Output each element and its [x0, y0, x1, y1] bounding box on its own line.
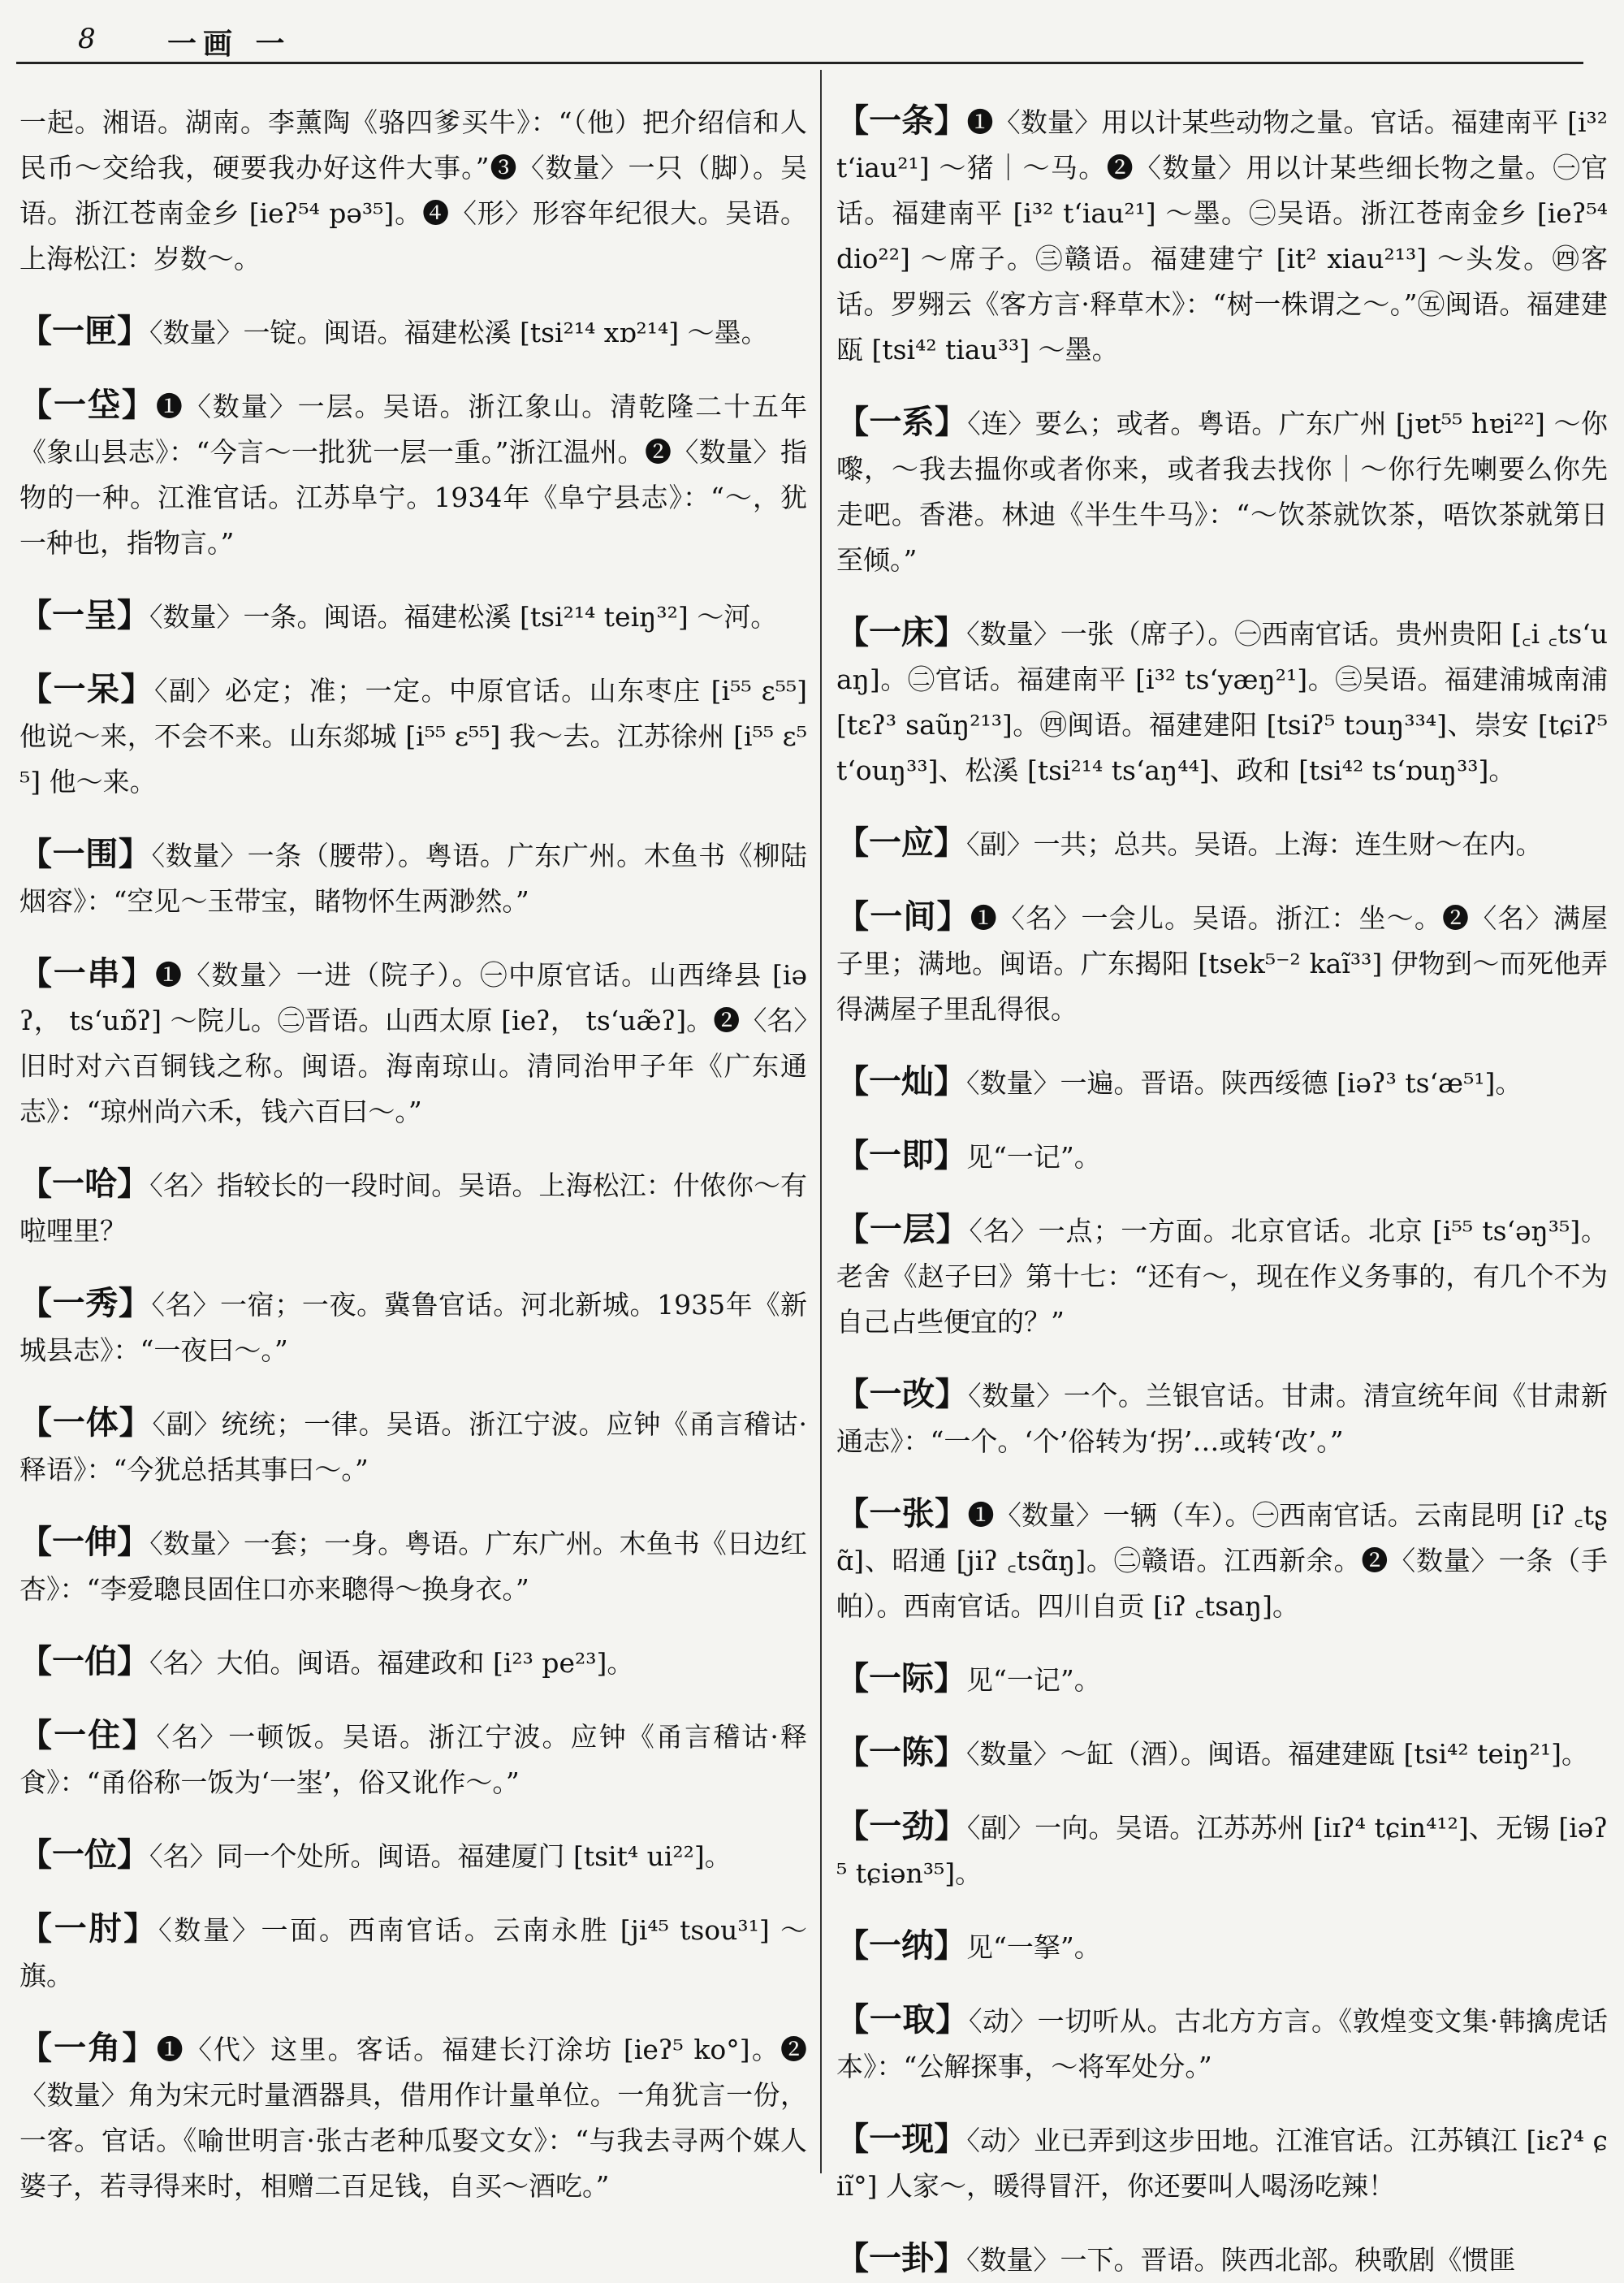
dictionary-entry [836, 1804, 1608, 1896]
entry-headword: 【一改】 [836, 1375, 969, 1413]
entry-body: 见“一记”。 [966, 1664, 1101, 1696]
dictionary-entry [19, 2026, 807, 2209]
left-column [19, 71, 808, 2202]
dictionary-entry [19, 1832, 807, 1879]
entry-body: 〈连〉要么；或者。粤语。广东广州 [jɐt⁵⁵ hɐi²²] ～你嚟，～我去揾你或者你来，或者我去找你｜～你行先喇要么你先走吧。香港。林迪《半生牛马》：“～饮茶就饮茶，唔饮茶就第日至倾。” [836, 408, 1608, 576]
entry-headword: 【一位】 [19, 1835, 149, 1874]
dictionary-entry [836, 1133, 1608, 1180]
running-head: 一画 一 [167, 27, 292, 61]
entry-body: ❶〈数量〉一进（院子）。㊀中原官话。山西绛县 [iəʔ， tsʻuɒ̃ʔ] ～院儿。㊁晋语。山西太原 [ieʔ， tsʻuæ̃ʔ]。❷〈名〉旧时对六百铜钱之称。闽语。海南琼山。清同治甲子年《广东通志》：“琼州尚六禾，钱六百曰～。” [19, 959, 808, 1127]
dictionary-entry [19, 1400, 807, 1493]
dictionary-entry [836, 894, 1608, 1032]
dictionary-entry [19, 667, 807, 805]
entry-body: 〈名〉同一个处所。闽语。福建厦门 [tsit⁴ ui²²]。 [149, 1840, 732, 1872]
dictionary-entry [19, 98, 807, 282]
entry-body: ❶〈数量〉用以计某些动物之量。官话。福建南平 [i³² tʻiau²¹] ～猪｜～马。❷〈数量〉用以计某些细长物之量。㊀官话。福建南平 [i³² tʻiau²¹] ～墨。㊁吴语。浙江苍南金乡 [ieʔ⁵⁴ dio²²] ～席子。㊂赣语。福建建宁 [it² xiau²¹³] ～头发。㊃客话。罗翙云《客方言·释草木》：“树一株谓之～。”㊄闽语。福建建瓯 [tsi⁴² tiau³³] ～墨。 [836, 106, 1608, 365]
entry-headword: 【一伯】 [19, 1642, 149, 1680]
entry-headword: 【一即】 [836, 1136, 966, 1174]
entry-headword: 【一张】 [836, 1494, 968, 1533]
entry-body: ❶〈数量〉一辆（车）。㊀西南官话。云南昆明 [iʔ ꜀tʂɑ̃]、昭通 [jiʔ ꜀tsɑ̃ŋ]。㊁赣语。江西新余。❷〈数量〉一条（手帕）。西南官话。四川自贡 [iʔ ꜀tsaŋ]。 [836, 1499, 1609, 1622]
dictionary-entry [836, 1656, 1608, 1703]
entry-headword: 【一垈】 [19, 386, 156, 424]
dictionary-entry [836, 820, 1608, 867]
dictionary-entry [19, 951, 807, 1135]
dictionary-entry [19, 1281, 807, 1373]
entry-headword: 【一条】 [836, 102, 967, 140]
entry-body: ❶〈数量〉一层。吴语。浙江象山。清乾隆二十五年《象山县志》：“今言～一批犹一层一重。”浙江温州。❷〈数量〉指物的一种。江淮官话。江苏阜宁。1934年《阜宁县志》：“～，犹一种也，指物言。” [19, 391, 808, 559]
entry-headword: 【一际】 [836, 1659, 966, 1697]
dictionary-entry [19, 383, 807, 566]
dictionary-entry [836, 1491, 1608, 1629]
entry-headword: 【一纳】 [836, 1926, 966, 1965]
entry-headword: 【一现】 [836, 2120, 967, 2158]
page-number: 8 [78, 23, 96, 55]
entry-body: 〈数量〉一下。晋语。陕西北部。秧歌剧《惯匪 [966, 2244, 1516, 2276]
entry-body: 〈数量〉一面。西南官话。云南永胜 [ji⁴⁵ tsou³¹] ～旗。 [19, 1914, 807, 1991]
page-header [78, 15, 1605, 60]
header-rule [16, 62, 1583, 64]
entry-headword: 【一卦】 [836, 2239, 966, 2277]
dictionary-entry [836, 1923, 1608, 1970]
entry-headword: 【一灿】 [836, 1062, 966, 1100]
entry-body: 〈名〉一顿饭。吴语。浙江宁波。应钟《甬言稽诂·释食》：“甬俗称一饭为‘一埊’，俗又讹作～。” [19, 1721, 807, 1798]
entry-headword: 【一呆】 [19, 670, 155, 708]
entry-headword: 【一串】 [19, 954, 155, 992]
dictionary-entry [836, 2236, 1608, 2283]
entry-headword: 【一住】 [19, 1716, 157, 1754]
dictionary-entry [19, 1161, 807, 1254]
entry-headword: 【一伸】 [19, 1523, 150, 1561]
dictionary-entry [19, 1520, 807, 1612]
dictionary-entry [19, 593, 807, 640]
entry-headword: 【一陈】 [836, 1733, 966, 1771]
right-column [836, 71, 1609, 2277]
entry-body: 〈数量〉一条。闽语。福建松溪 [tsi²¹⁴ teiŋ³²] ～河。 [149, 601, 778, 633]
entry-body: 〈副〉一共；总共。吴语。上海：连生财～在内。 [966, 828, 1543, 860]
entry-headword: 【一间】 [836, 897, 970, 936]
dictionary-entry [836, 98, 1608, 373]
entry-body: ❶〈名〉一会儿。吴语。浙江：坐～。❷〈名〉满屋子里；满地。闽语。广东揭阳 [tsek⁵⁻² kaĩ³³] 伊物到～而死他弄得满屋子里乱得很。 [836, 902, 1609, 1025]
dictionary-entry [19, 309, 807, 356]
entry-body: 见“一拏”。 [966, 1931, 1101, 1963]
entry-body: 〈数量〉一套；一身。粤语。广东广州。木鱼书《日边红杏》：“李爱聰艮固住口亦来聰得～换身衣。” [19, 1528, 808, 1605]
entry-body: 〈名〉一宿；一夜。冀鲁官话。河北新城。1935年《新城县志》：“一夜曰～。” [19, 1289, 808, 1366]
entry-headword: 【一哈】 [19, 1165, 150, 1203]
entry-body: 〈数量〉一遍。晋语。陕西绥德 [iəʔ³ tsʻæ⁵¹]。 [966, 1067, 1522, 1099]
entry-body: 〈数量〉一张（席子）。㊀西南官话。贵州贵阳 [꜀i ꜀tsʻuaŋ]。㊁官话。福建南平 [i³² tsʻyæŋ²¹]。㊂吴语。福建浦城南浦 [tɛʔ³ saũŋ²¹³]。㊃闽语。福建建阳 [tsiʔ⁵ tɔuŋ³³⁴]、崇安 [tɕiʔ⁵ tʻouŋ³³]、松溪 [tsi²¹⁴ tsʻaŋ⁴⁴]、政和 [tsi⁴² tsʻɒuŋ³³]。 [836, 618, 1609, 786]
dictionary-entry [836, 1059, 1608, 1106]
entry-body: 〈副〉统统；一律。吴语。浙江宁波。应钟《甬言稽诂·释语》：“今犹总括其事曰～。” [19, 1408, 807, 1485]
dictionary-entry [836, 1730, 1608, 1777]
entry-body: 〈动〉一切听从。古北方方言。《敦煌变文集·韩擒虎话本》：“公解探事，～将军处分。” [836, 2005, 1608, 2082]
dictionary-entry [836, 610, 1608, 793]
entry-headword: 【一呈】 [19, 596, 149, 634]
entry-headword: 【一肘】 [19, 1909, 158, 1948]
dictionary-entry [836, 1997, 1608, 2090]
entry-body: 〈数量〉～缸（酒）。闽语。福建建瓯 [tsi⁴² teiŋ²¹]。 [966, 1738, 1588, 1770]
dictionary-entry [19, 1639, 807, 1686]
entry-headword: 【一应】 [836, 824, 966, 862]
entry-body: 见“一记”。 [966, 1141, 1101, 1173]
entry-body: 〈动〉业已弄到这步田地。江淮官话。江苏镇江 [iɛʔ⁴ ɕiĩ°] 人家～，暖得冒汗，你还要叫人喝汤吃辣！ [836, 2125, 1608, 2202]
entry-headword: 【一层】 [836, 1210, 970, 1248]
entry-headword: 【一围】 [19, 835, 152, 873]
dictionary-entry [19, 1713, 807, 1805]
entry-headword: 【一匣】 [19, 312, 149, 350]
entry-body: 〈名〉大伯。闽语。福建政和 [i²³ pe²³]。 [149, 1647, 634, 1679]
entry-headword: 【一秀】 [19, 1284, 152, 1322]
entry-body: 〈数量〉一个。兰银官话。甘肃。清宣统年间《甘肃新通志》：“一个。‘个’俗转为‘拐’…或转‘改’。” [836, 1380, 1609, 1457]
dictionary-entry [836, 400, 1608, 583]
entry-headword: 【一系】 [836, 403, 968, 441]
entry-body: 〈名〉指较长的一段时间。吴语。上海松江：什侬你～有啦哩里？ [19, 1170, 808, 1247]
dictionary-entry [836, 1372, 1608, 1464]
dictionary-entry [19, 1906, 807, 1999]
column-divider [820, 70, 822, 2173]
entry-headword: 【一角】 [19, 2029, 157, 2067]
dictionary-entry [836, 1207, 1608, 1345]
dictionary-entry [19, 832, 807, 924]
entry-body: 〈副〉一向。吴语。江苏苏州 [iɪʔ⁴ tɕin⁴¹²]、无锡 [iəʔ⁵ tɕiən³⁵]。 [836, 1812, 1609, 1889]
entry-body: 一起。湘语。湖南。李薰陶《骆四爹买牛》：“（他）把介绍信和人民币～交给我，硬要我办好这件大事。”❸〈数量〉一只（脚）。吴语。浙江苍南金乡 [ieʔ⁵⁴ pə³⁵]。❹〈形〉形容年纪很大。吴语。上海松江：岁数～。 [19, 106, 807, 275]
entry-headword: 【一床】 [836, 613, 967, 651]
dictionary-entry [836, 2117, 1608, 2209]
entry-body: 〈名〉一点；一方面。北京官话。北京 [i⁵⁵ tsʻəŋ³⁵]。老舍《赵子曰》第十七：“还有～，现在作义务事的，有几个不为自己占些便宜的？” [836, 1215, 1609, 1338]
entry-body: 〈副〉必定；准；一定。中原官话。山东枣庄 [i⁵⁵ ɛ⁵⁵] 他说～来，不会不来。山东郯城 [i⁵⁵ ɛ⁵⁵] 我～去。江苏徐州 [i⁵⁵ ɛ⁵⁵] 他～来。 [19, 675, 807, 798]
entry-body: 〈数量〉一锭。闽语。福建松溪 [tsi²¹⁴ xɒ²¹⁴] ～墨。 [149, 317, 768, 348]
entry-headword: 【一劲】 [836, 1807, 967, 1845]
entry-body: ❶〈代〉这里。客话。福建长汀涂坊 [ieʔ⁵ ko°]。❷〈数量〉角为宋元时量酒器具，借用作计量单位。一角犹言一份，一客。官话。《喻世明言·张古老种瓜娶文女》：“与我去寻两个媒人婆子，若寻得来时，相赠二百足钱，自买～酒吃。” [19, 2034, 807, 2202]
entry-headword: 【一体】 [19, 1403, 153, 1442]
entry-body: 〈数量〉一条（腰带）。粤语。广东广州。木鱼书《柳陆烟容》：“空见～玉带宝，睹物怀生两渺然。” [19, 840, 808, 917]
entry-headword: 【一取】 [836, 2000, 969, 2039]
